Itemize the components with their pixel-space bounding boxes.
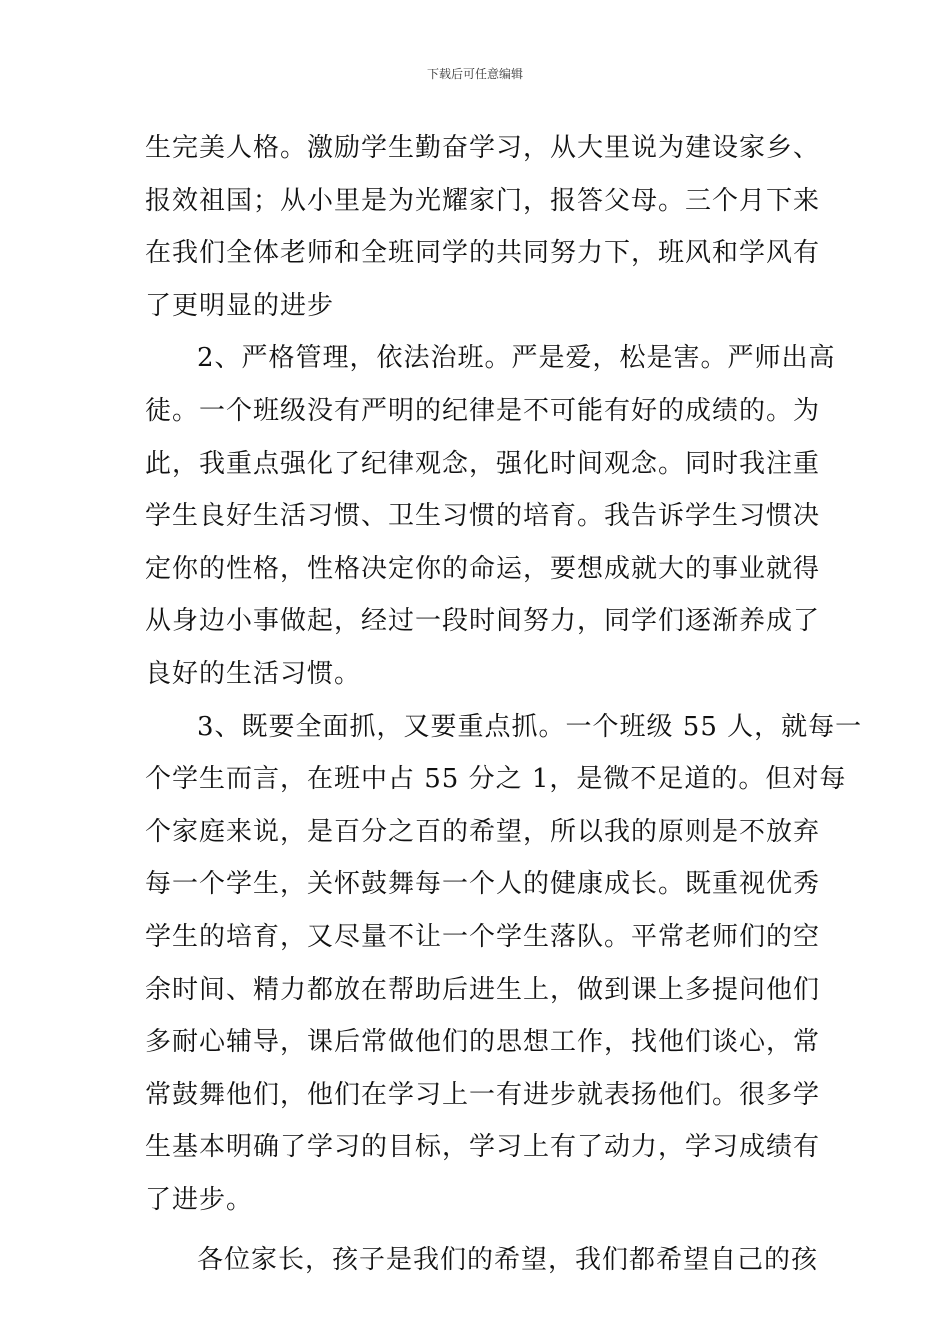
page-header: 下载后可任意编辑 — [426, 67, 523, 81]
text-line: 了进步。 — [145, 1184, 254, 1215]
paragraph-3 — [145, 701, 863, 1227]
text-line: 徒。一个班级没有严明的纪律是不可能有好的成绩的。为 — [145, 395, 821, 426]
text-line: 此，我重点强化了纪律观念，强化时间观念。同时我注重 — [145, 448, 821, 479]
paragraph-2 — [145, 332, 836, 700]
text-line: 学生良好生活习惯、卫生习惯的培育。我告诉学生习惯决 — [145, 501, 821, 532]
text-line: 定你的性格，性格决定你的命运，要想成就大的事业就得 — [145, 553, 821, 584]
text-line: 在我们全体老师和全班同学的共同努力下，班风和学风有 — [145, 238, 821, 269]
text-line: 多耐心辅导，课后常做他们的思想工作，找他们谈心，常 — [145, 1027, 821, 1058]
text-line: 余时间、精力都放在帮助后进生上，做到课上多提问他们 — [145, 974, 821, 1005]
text-line: 报效祖国；从小里是为光耀家门，报答父母。三个月下来 — [145, 185, 821, 216]
text-line: 学生的培育，又尽量不让一个学生落队。平常老师们的空 — [145, 921, 821, 952]
text-line: 从身边小事做起，经过一段时间努力，同学们逐渐养成了 — [145, 606, 821, 637]
text-line: 3、既要全面抓，又要重点抓。一个班级 55 人，就每一 — [197, 711, 863, 742]
text-line: 每一个学生，关怀鼓舞每一个人的健康成长。既重视优秀 — [145, 869, 821, 900]
text-line: 个学生而言，在班中占 55 分之 1，是微不足道的。但对每 — [145, 764, 847, 795]
document-body — [145, 122, 863, 1287]
paragraph-1 — [145, 122, 821, 332]
text-line: 各位家长，孩子是我们的希望，我们都希望自己的孩 — [197, 1245, 819, 1276]
text-line: 生完美人格。激励学生勤奋学习，从大里说为建设家乡、 — [145, 133, 821, 163]
paragraph-4 — [145, 1234, 819, 1287]
text-line: 了更明显的进步 — [145, 290, 335, 321]
text-line: 2、严格管理，依法治班。严是爱，松是害。严师出高 — [197, 343, 836, 374]
text-line: 生基本明确了学习的目标，学习上有了动力，学习成绩有 — [145, 1132, 821, 1163]
text-line: 常鼓舞他们，他们在学习上一有进步就表扬他们。很多学 — [145, 1079, 821, 1110]
text-line: 个家庭来说，是百分之百的希望，所以我的原则是不放弃 — [145, 816, 821, 847]
text-line: 良好的生活习惯。 — [145, 658, 362, 689]
